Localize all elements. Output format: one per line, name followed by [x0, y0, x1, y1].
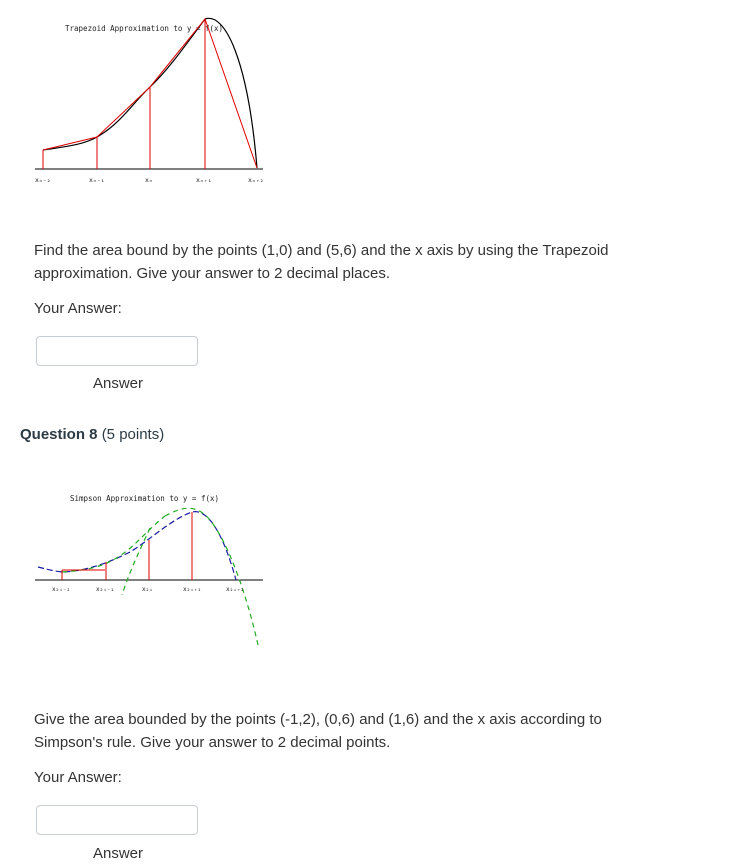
simpson-figure	[0, 490, 300, 660]
tick-label: x₂ᵢ₋₂	[52, 586, 71, 593]
tick-label: xₙ₋₁	[89, 176, 105, 184]
tick-label: xₙ₊₂	[248, 176, 264, 184]
simpson-parabola	[122, 528, 150, 595]
question7-your-answer-label: Your Answer:	[34, 300, 122, 317]
trapezoid-figure-title: Trapezoid Approximation to y = f(x)	[65, 24, 224, 33]
question8-prompt: Give the area bounded by the points (-1,2), (0,6) and (1,6) and the x axis according to Simpson's rule. Give your answer to 2 decimal points.	[34, 711, 602, 751]
question8-answer-input[interactable]	[36, 805, 198, 835]
question8-title: Question 8	[20, 426, 98, 443]
question8-answer-caption: Answer	[93, 845, 144, 862]
question8-heading	[20, 426, 164, 443]
question8-points: (5 points)	[101, 426, 165, 443]
tick-label: x₂ᵢ₋₁	[96, 586, 115, 593]
question7-answer-caption: Answer	[93, 375, 144, 392]
tick-label: x₂ᵢ	[142, 586, 153, 593]
tick-label: xₙ₊₁	[196, 176, 212, 184]
question7-answer-input[interactable]	[36, 336, 198, 366]
tick-label: x₂ᵢ₊₁	[183, 586, 202, 593]
question7-prompt: Find the area bound by the points (1,0) and (5,6) and the x axis by using the Trapezoid approximation. Give your answer to 2 decimal places.	[34, 242, 609, 282]
tick-label: x₂ᵢ₊₂	[226, 586, 245, 593]
simpson-figure-title: Simpson Approximation to y = f(x)	[70, 494, 220, 503]
tick-label: xₙ	[145, 176, 153, 184]
trapezoid-figure	[0, 0, 300, 200]
question8-your-answer-label: Your Answer:	[34, 769, 122, 786]
simpson-parabola	[165, 508, 258, 645]
simpson-parabola	[62, 516, 165, 572]
tick-label: xₙ₋₂	[35, 176, 51, 184]
